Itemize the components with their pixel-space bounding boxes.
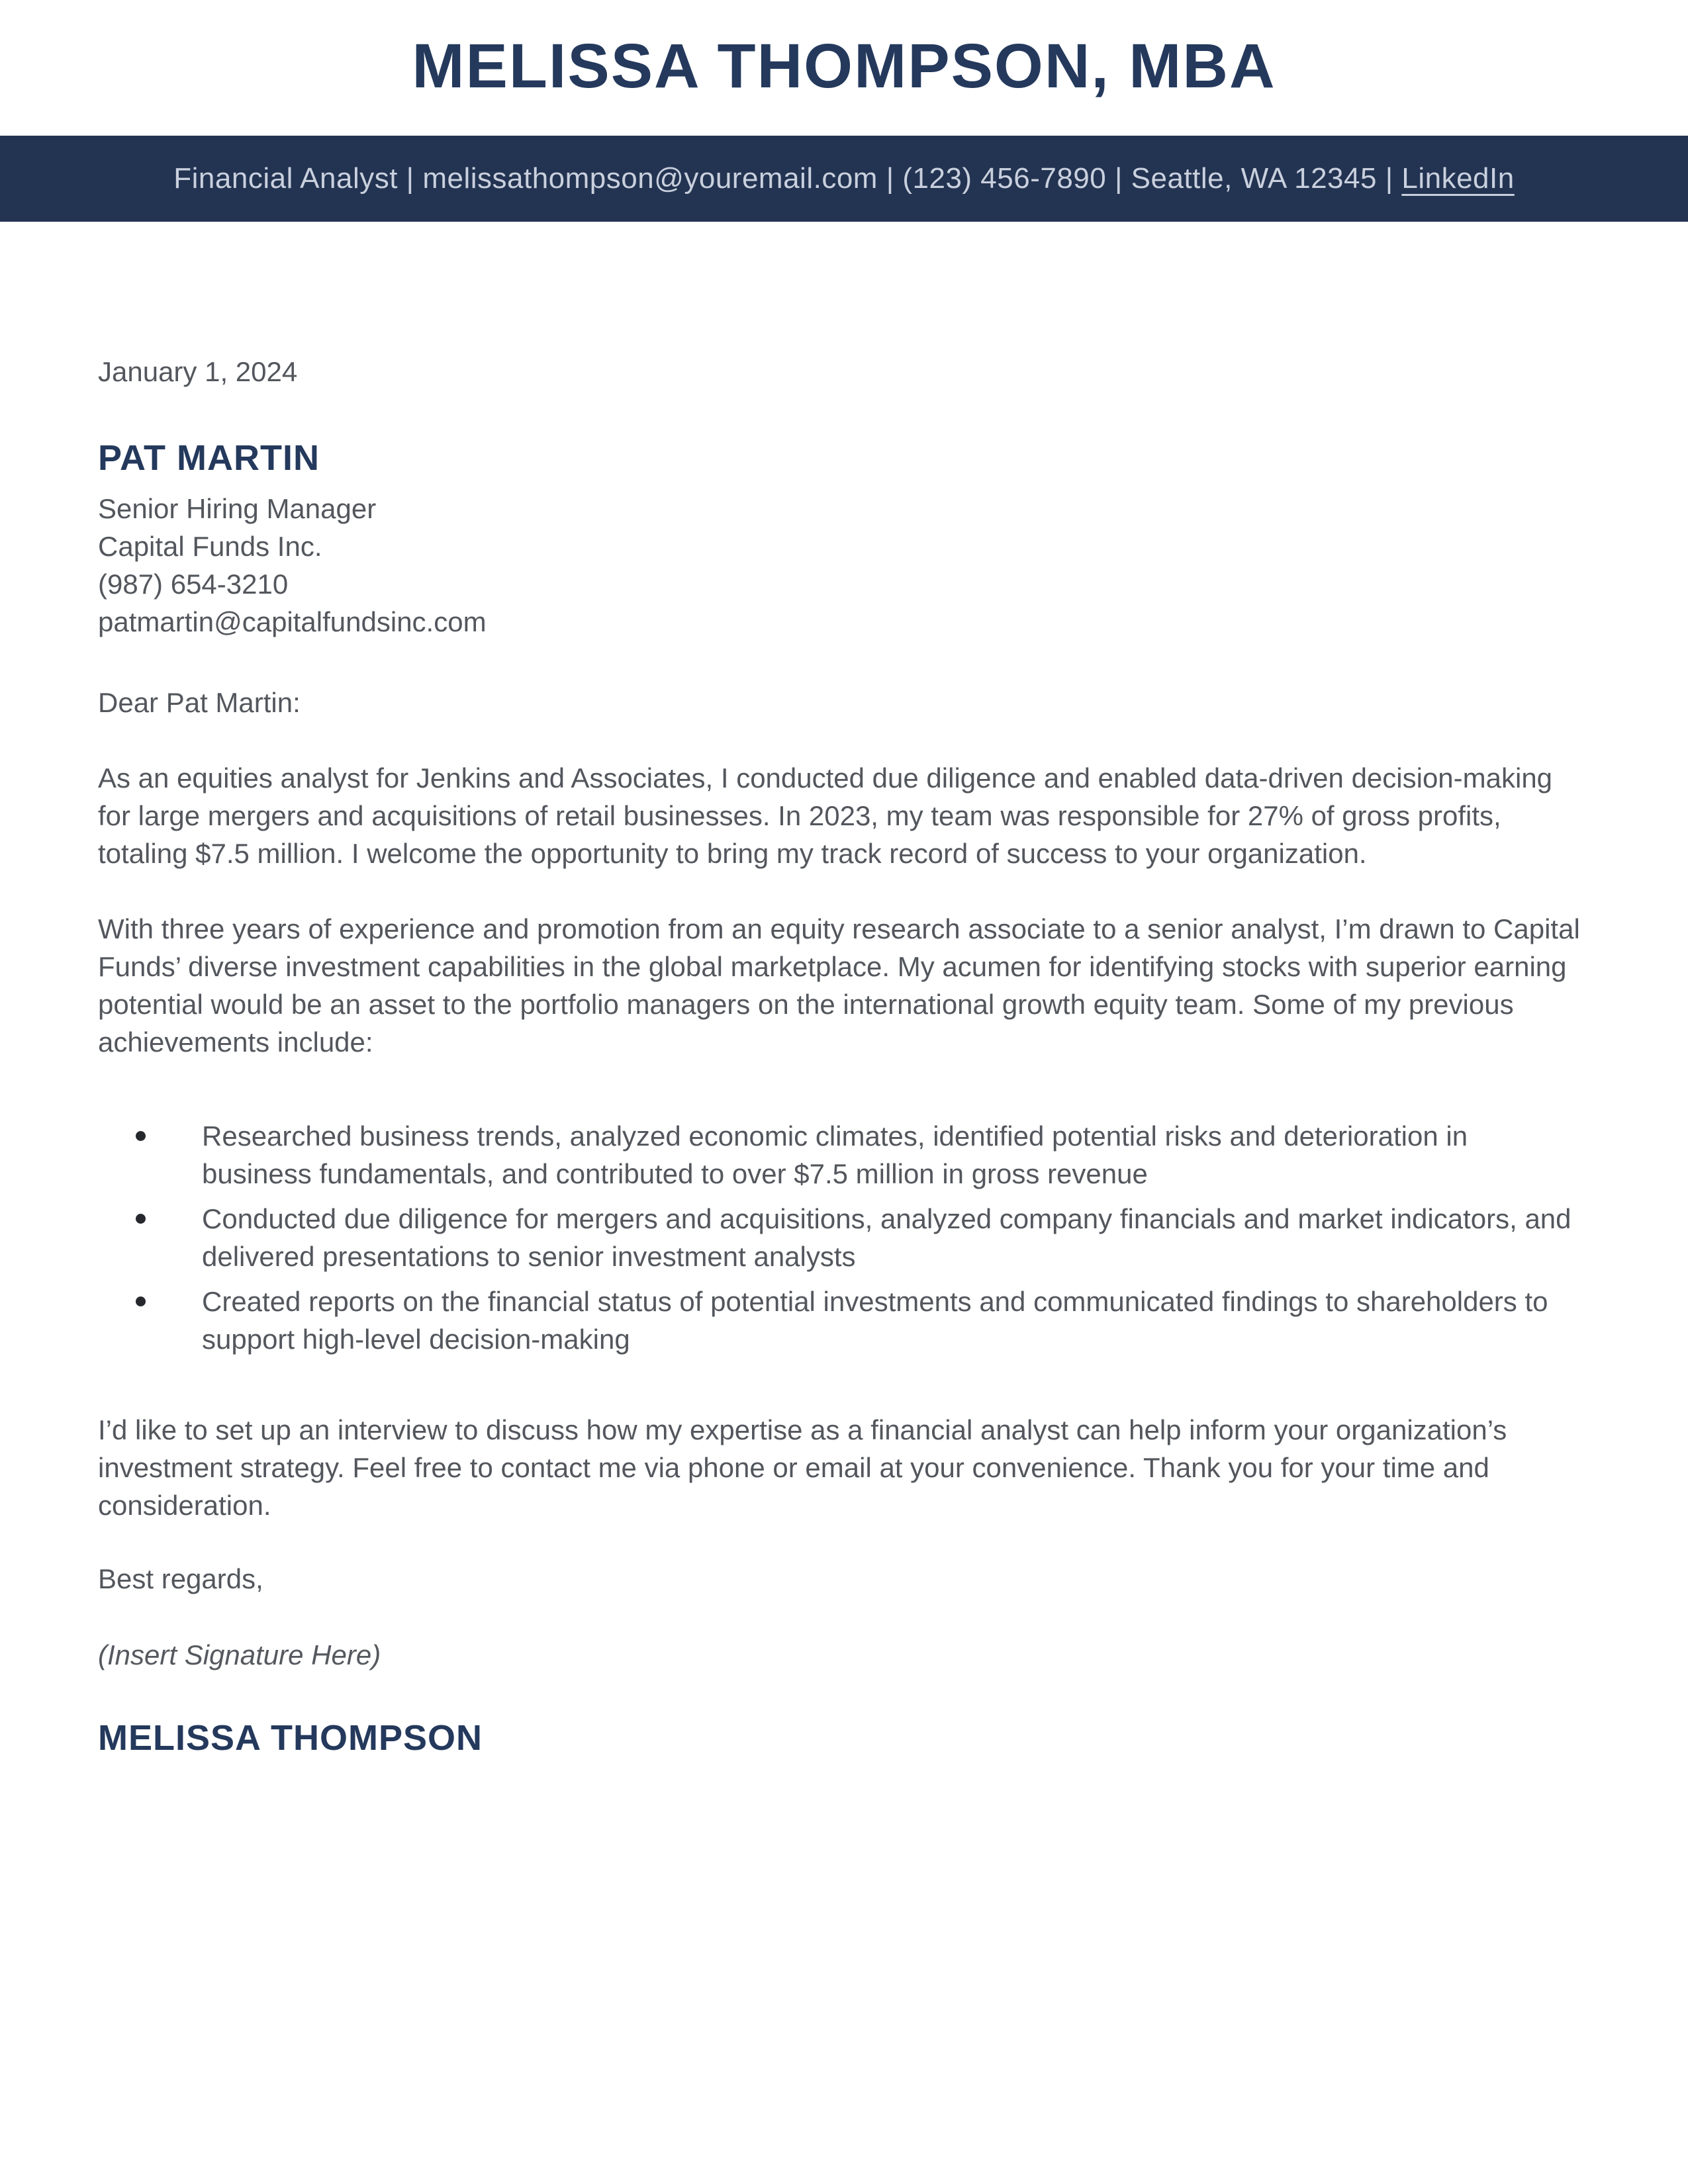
list-item: Researched business trends, analyzed economic climates, identified potential risks and deterioration in business fundamentals, and contributed to over $7.5 million in gross revenue [136,1117,1582,1193]
recipient-block [98,490,1582,641]
contact-separator: | [1106,162,1131,195]
salutation: Dear Pat Martin: [98,687,301,718]
page-title: MELISSA THOMPSON, MBA [412,31,1276,101]
contact-email: melissathompson@youremail.com [422,162,878,195]
paragraph-closing: I’d like to set up an interview to discuss how my expertise as a financial analyst can help inform your organization’s investment strategy. Feel free to contact me via phone or email at your convenience. Thank you for your time and consideration. [98,1414,1507,1521]
paragraph-experience: With three years of experience and promotion from an equity research associate to a senior analyst, I’m drawn to Capital Funds’ diverse investment capabilities in the global marketplace. My acumen for identifying stocks with superior earning potential would be an asset to the portfolio managers on the international growth equity team. Some of my previous achievements include: [98,913,1580,1058]
recipient-name: PAT MARTIN [98,438,320,478]
signature-placeholder: (Insert Signature Here) [98,1639,381,1670]
contact-separator: | [397,162,423,195]
list-item: Created reports on the financial status of potential investments and communicated findings to shareholders to support high-level decision-making [136,1283,1582,1358]
contact-role: Financial Analyst [173,162,398,195]
letter-date: January 1, 2024 [98,356,298,387]
contact-separator: | [1376,162,1402,195]
valediction: Best regards, [98,1563,263,1594]
paragraph-intro: As an equities analyst for Jenkins and Associates, I conducted due diligence and enabled data-driven decision-making for large mergers and acquisitions of retail businesses. In 2023, my team was responsible for 27% of gross profits, totaling $7.5 million. I welcome the opportunity to bring my track record of success to your organization. [98,762,1553,869]
achievements-list [98,1117,1582,1358]
recipient-company: Capital Funds Inc. [98,531,322,562]
recipient-phone: (987) 654-3210 [98,569,289,600]
recipient-email: patmartin@capitalfundsinc.com [98,606,487,637]
contact-separator: | [877,162,903,195]
letter-body [0,353,1688,1759]
contact-phone: (123) 456-7890 [902,162,1107,195]
linkedin-link[interactable]: LinkedIn [1401,162,1515,195]
recipient-job-title: Senior Hiring Manager [98,493,377,524]
list-item: Conducted due diligence for mergers and acquisitions, analyzed company financials and market indicators, and delivered presentations to senior investment analysts [136,1200,1582,1275]
contact-location: Seattle, WA 12345 [1131,162,1377,195]
contact-bar [0,136,1688,222]
signature-name: MELISSA THOMPSON [98,1718,483,1758]
